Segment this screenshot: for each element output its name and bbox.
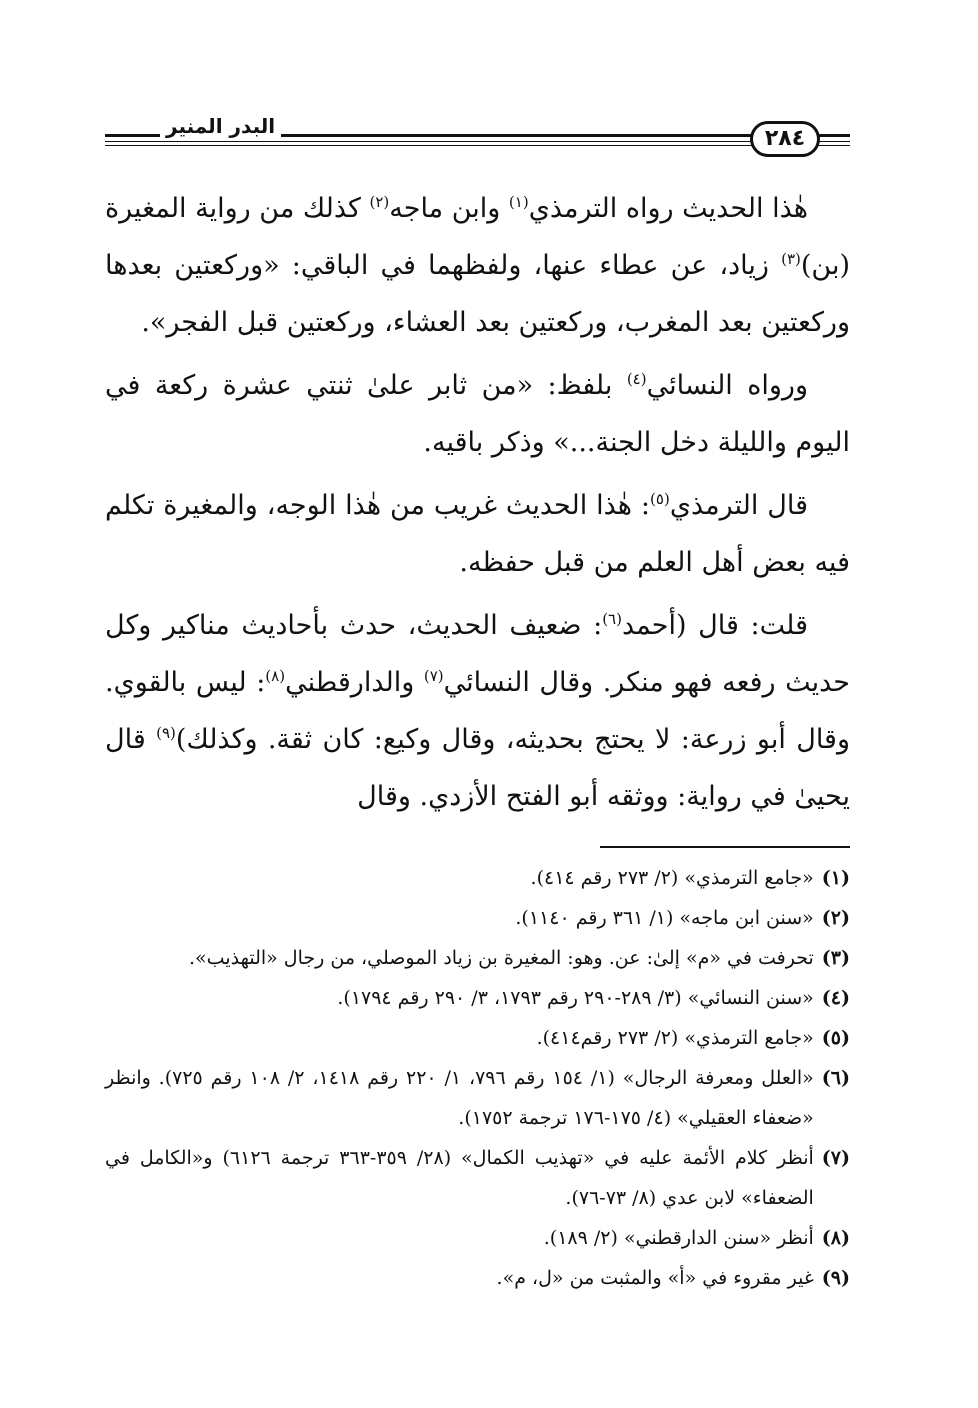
page-header xyxy=(105,112,850,160)
footnote-text: غير مقروء في «أ» والمثبت من «ل، م». xyxy=(496,1267,814,1289)
footnote-ref: (٤) xyxy=(626,370,647,388)
footnote-text: تحرفت في «م» إلىٰ: عن. وهو: المغيرة بن زياد الموصلي، من رجال «التهذيب». xyxy=(189,947,814,969)
text-segment: زياد، عن عطاء عنها، ولفظهما في الباقي: «وركعتين بعدها وركعتين بعد المغرب، وركعتين بعد العشاء، وركعتين قبل الفجر». xyxy=(105,250,850,338)
footnote-item xyxy=(105,898,850,938)
footnote-number: (٥) xyxy=(821,1027,850,1049)
footnote-number: (٦) xyxy=(821,1067,850,1089)
text-segment: ورواه النسائي xyxy=(646,370,808,401)
footnote-number: (٣) xyxy=(821,947,850,969)
footnote-number: (٧) xyxy=(821,1147,850,1169)
text-segment: بلفظ: «من ثابر علىٰ ثنتي عشرة ركعة في اليوم والليلة دخل الجنة...» وذكر باقيه. xyxy=(105,370,850,458)
footnotes xyxy=(105,858,850,1298)
footnote-text: «سنن النسائي» (٣/ ٢٨٩-٢٩٠ رقم ١٧٩٣، ٣/ ٢٩٠ رقم ١٧٩٤). xyxy=(337,987,814,1009)
main-text xyxy=(105,180,850,831)
footnote-item xyxy=(105,978,850,1018)
text-segment: قلت: قال (أحمد xyxy=(621,610,808,641)
footnote-text: «العلل ومعرفة الرجال» (١/ ١٥٤ رقم ٧٩٦، ١/ ٢٢٠ رقم ١٤١٨، ٢/ ١٠٨ رقم ٧٢٥). وانظر «ضعفاء العقيلي» (٤/ ١٧٥-١٧٦ ترجمة ١٧٥٢). xyxy=(105,1067,814,1129)
header-rule xyxy=(105,145,850,146)
footnote-separator xyxy=(600,846,850,848)
text-segment: : ليس بالقوي. وقال أبو زرعة: لا يحتج بحديثه، وقال وكيع: كان ثقة. وكذلك) xyxy=(105,667,850,755)
text-segment: : ضعيف الحديث، حدث بأحاديث مناكير وكل حديث رفعه فهو منكر. وقال النسائي xyxy=(105,610,850,698)
text-segment: : هٰذا الحديث غريب من هٰذا الوجه، والمغيرة تكلم فيه بعض أهل العلم من قبل حفظه. xyxy=(105,490,850,578)
footnote-ref: (٦) xyxy=(602,610,622,628)
footnote-text: أنظر كلام الأئمة عليه في «تهذيب الكمال» (٢٨/ ٣٥٩-٣٦٣ ترجمة ٦١٢٦) و«الكامل في الضعفاء» لابن عدي (٨/ ٧٣-٧٦). xyxy=(105,1147,814,1209)
footnote-number: (٤) xyxy=(821,987,850,1009)
footnote-text: «جامع الترمذي» (٢/ ٢٧٣ رقم٤١٤). xyxy=(536,1027,814,1049)
text-segment: قال يحيىٰ في رواية: ووثقه أبو الفتح الأزدي. وقال xyxy=(105,724,850,812)
footnote-item xyxy=(105,1218,850,1258)
paragraph xyxy=(105,180,850,351)
paragraph xyxy=(105,357,850,471)
footnote-number: (١) xyxy=(821,867,850,889)
footnote-item xyxy=(105,858,850,898)
footnote-item xyxy=(105,1058,850,1138)
header-rule xyxy=(105,141,850,142)
footnote-item xyxy=(105,1258,850,1298)
footnote-ref: (٢) xyxy=(369,193,390,211)
paragraph xyxy=(105,597,850,825)
footnote-item xyxy=(105,938,850,978)
footnote-text: أنظر «سنن الدارقطني» (٢/ ١٨٩). xyxy=(543,1227,814,1249)
footnote-ref: (٣) xyxy=(781,250,801,268)
footnote-ref: (١) xyxy=(508,193,529,211)
text-segment: والدارقطني xyxy=(285,667,424,698)
text-segment: قال الترمذي xyxy=(669,490,809,521)
book-title: البدر المنير xyxy=(160,114,281,138)
text-segment: وابن ماجه xyxy=(389,193,509,224)
footnote-text: «جامع الترمذي» (٢/ ٢٧٣ رقم ٤١٤). xyxy=(530,867,814,889)
paragraph xyxy=(105,477,850,591)
footnote-ref: (٩) xyxy=(156,724,176,742)
footnote-ref: (٧) xyxy=(423,667,444,685)
footnote-number: (٢) xyxy=(821,907,850,929)
footnote-text: «سنن ابن ماجه» (١/ ٣٦١ رقم ١١٤٠). xyxy=(515,907,814,929)
page-number: ٢٨٤ xyxy=(750,121,820,157)
footnote-number: (٩) xyxy=(821,1267,850,1289)
footnote-ref: (٨) xyxy=(265,667,286,685)
text-segment: هٰذا الحديث رواه الترمذي xyxy=(528,193,808,224)
footnote-ref: (٥) xyxy=(650,490,670,508)
footnote-item xyxy=(105,1018,850,1058)
footnote-number: (٨) xyxy=(821,1227,850,1249)
text-segment: كذلك من رواية المغيرة (بن) xyxy=(105,193,850,281)
footnote-item xyxy=(105,1138,850,1218)
